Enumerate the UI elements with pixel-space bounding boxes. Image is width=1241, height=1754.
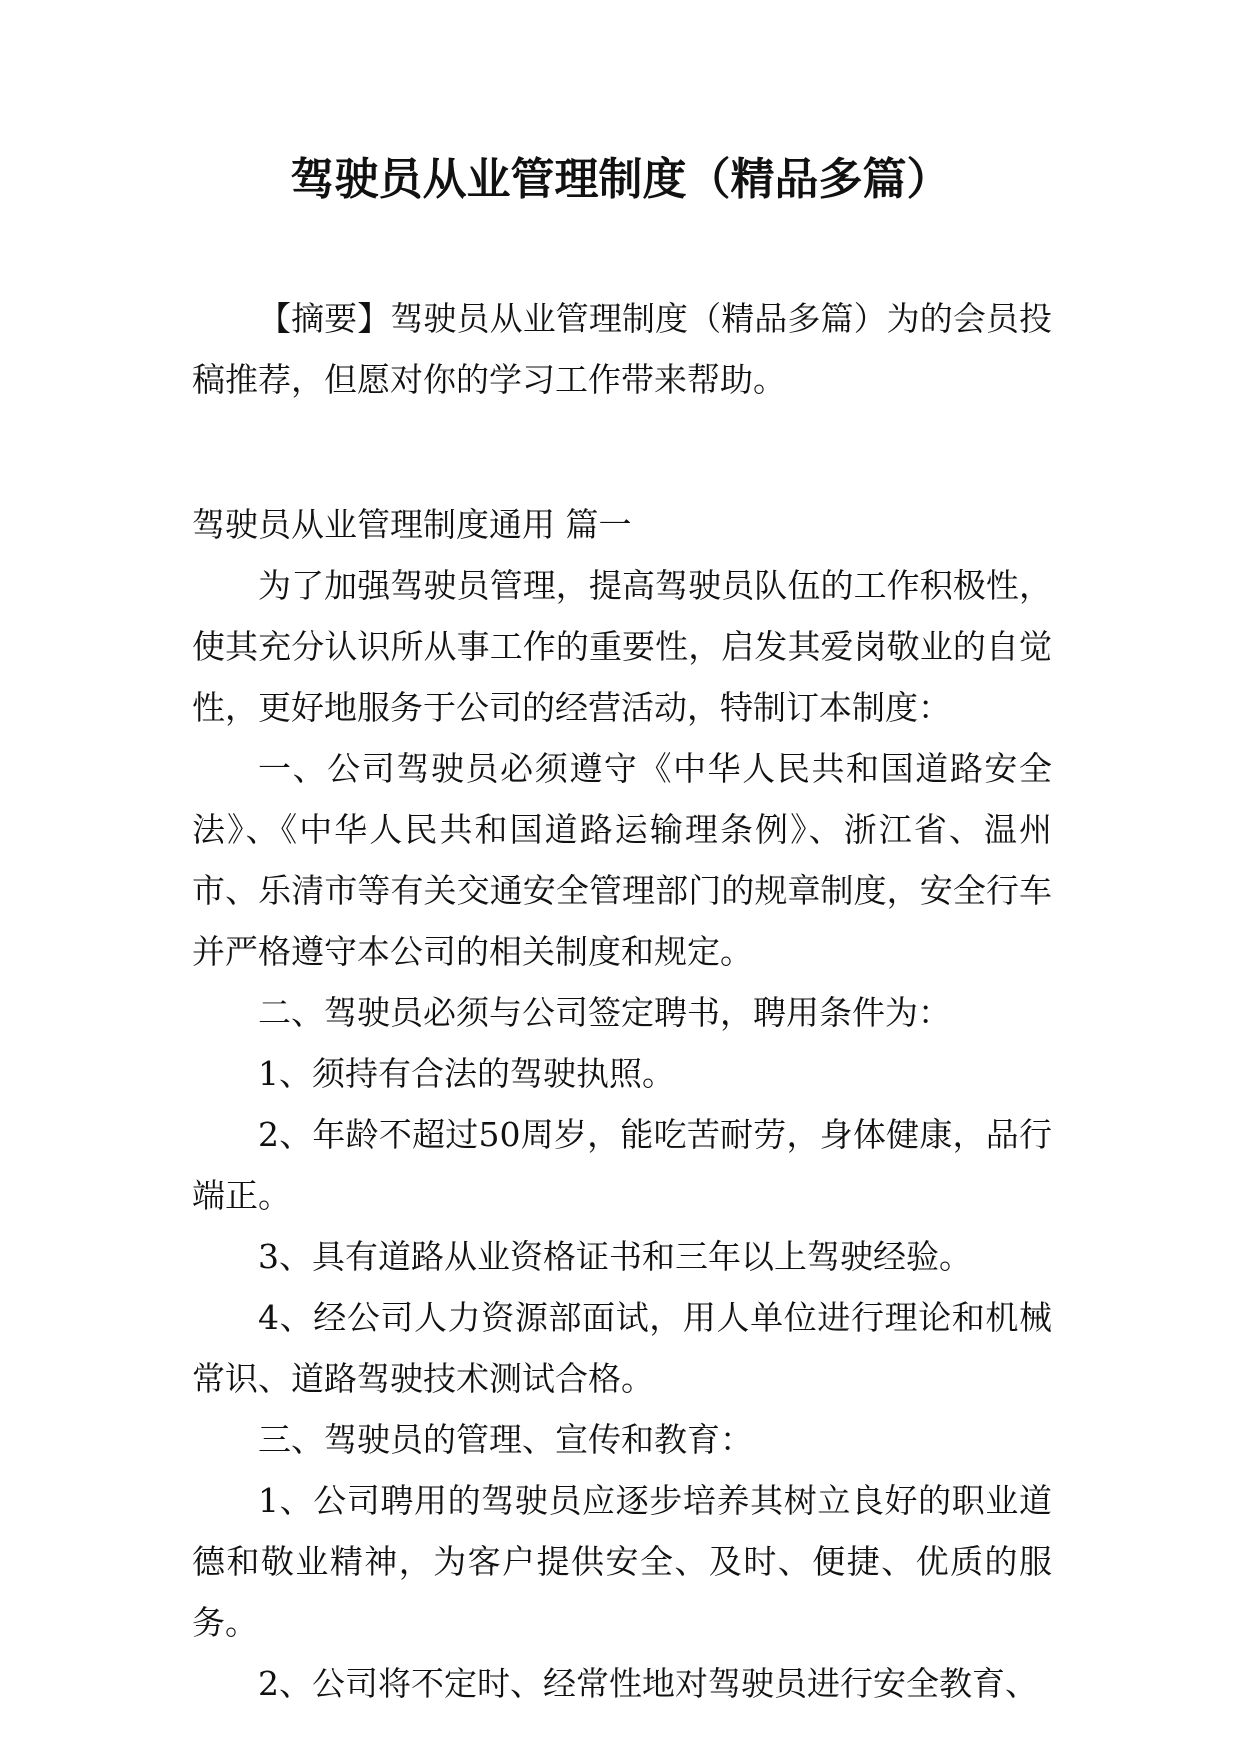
list-item: 1、公司聘用的驾驶员应逐步培养其树立良好的职业道德和敬业精神，为客户提供安全、及时、便捷、优质的服务。 xyxy=(192,1481,1052,1642)
body-paragraph: 三、驾驶员的管理、宣传和教育： xyxy=(258,1420,753,1459)
list-item: 2、公司将不定时、经常性地对驾驶员进行安全教育、 xyxy=(258,1664,1038,1703)
body-paragraph: 为了加强驾驶员管理，提高驾驶员队伍的工作积极性，使其充分认识所从事工作的重要性，启发其爱岗敬业的自觉性，更好地服务于公司的经营活动，特制订本制度： xyxy=(192,566,1052,727)
body-paragraph: 一、公司驾驶员必须遵守《中华人民共和国道路安全法》、《中华人民共和国道路运输理条例》、浙江省、温州市、乐清市等有关交通安全管理部门的规章制度，安全行车并严格遵守本公司的相关制度和规定。 xyxy=(192,749,1052,971)
abstract-paragraph: 【摘要】驾驶员从业管理制度（精品多篇）为的会员投稿推荐，但愿对你的学习工作带来帮助。 xyxy=(192,299,1052,399)
list-item: 3、具有道路从业资格证书和三年以上驾驶经验。 xyxy=(258,1237,972,1276)
body-paragraph: 二、驾驶员必须与公司签定聘书，聘用条件为： xyxy=(258,993,951,1032)
list-item: 1、须持有合法的驾驶执照。 xyxy=(258,1054,675,1093)
document-title: 驾驶员从业管理制度（精品多篇） xyxy=(290,154,951,205)
section-heading: 驾驶员从业管理制度通用 篇一 xyxy=(192,505,632,544)
document-body xyxy=(192,288,1052,1714)
list-item: 2、年龄不超过50周岁，能吃苦耐劳，身体健康，品行端正。 xyxy=(192,1115,1052,1215)
list-item: 4、经公司人力资源部面试，用人单位进行理论和机械常识、道路驾驶技术测试合格。 xyxy=(192,1298,1052,1398)
